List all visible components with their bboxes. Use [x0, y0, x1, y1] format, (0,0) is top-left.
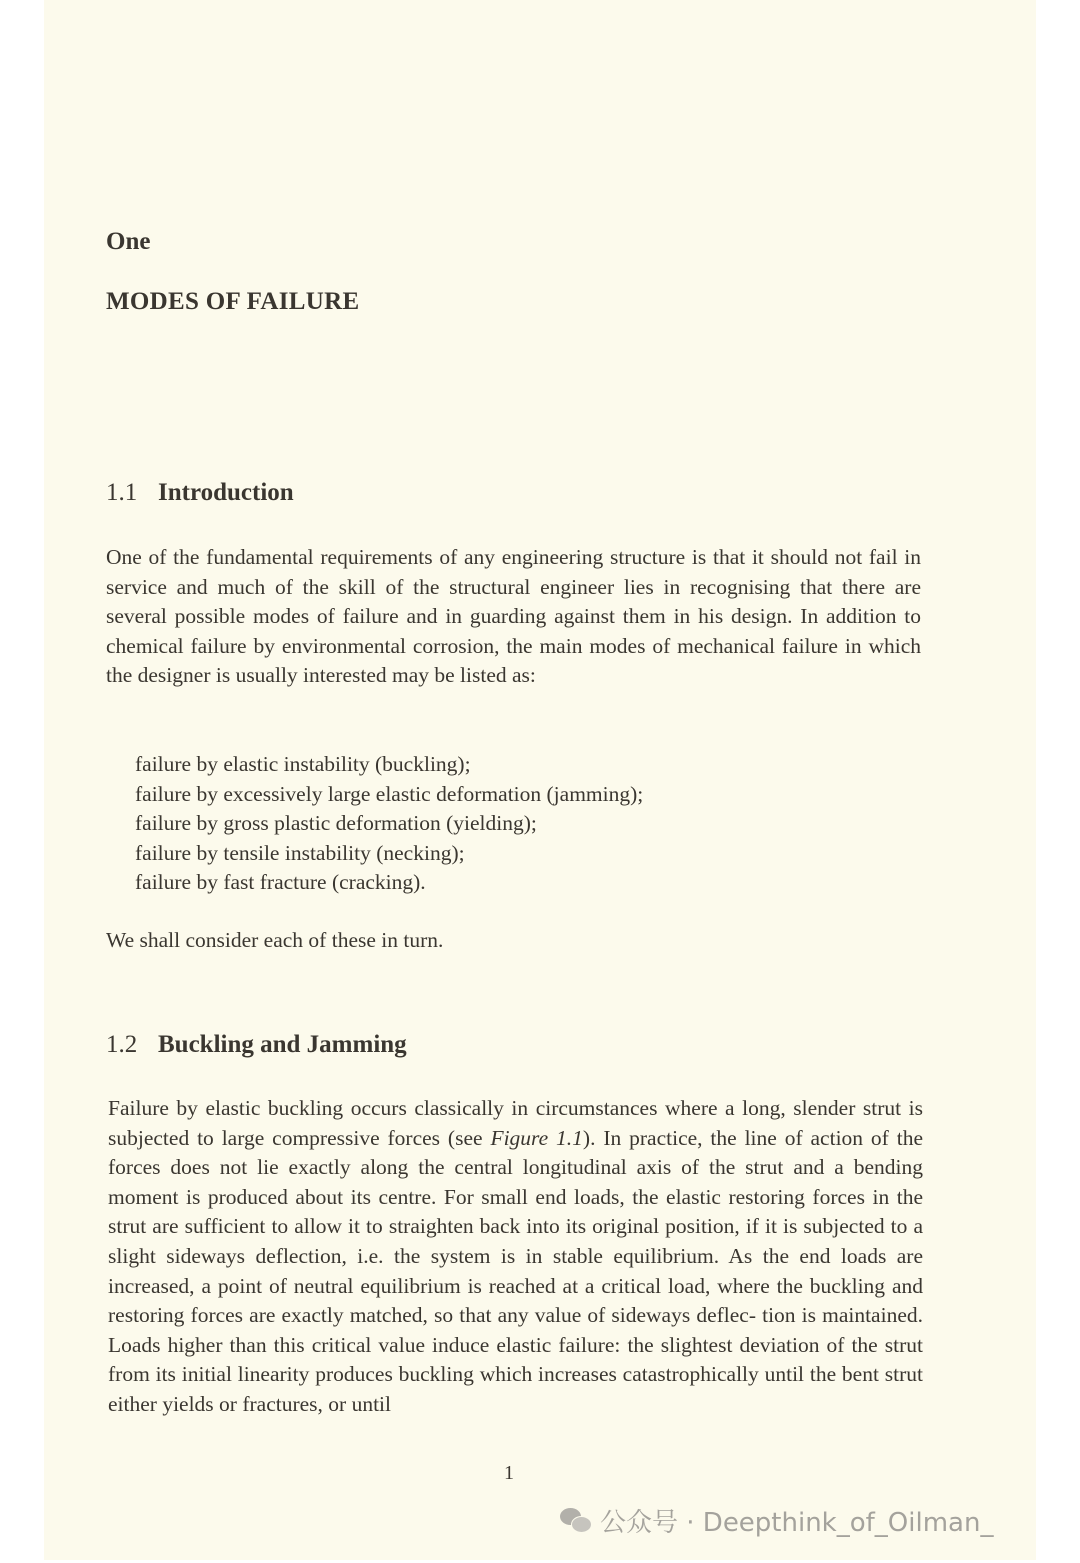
list-item: failure by fast fracture (cracking). [135, 870, 426, 895]
section-heading-introduction [106, 479, 294, 507]
wechat-icon [560, 1508, 592, 1534]
paragraph-text: Failure by elastic buckling occurs classically in circumstances where a long, slender strut is subjected to large compressive forces (see [108, 1096, 923, 1150]
list-item: failure by excessively large elastic deformation (jamming); [135, 781, 644, 806]
chapter-title: MODES OF FAILURE [106, 288, 360, 315]
section-heading-buckling [106, 1031, 407, 1059]
section-title: Buckling and Jamming [158, 1031, 407, 1058]
chapter-number: One [106, 228, 151, 255]
paragraph-text: ). In practice, the line of action of the forces does not lie exactly along the central longitudinal axis of the strut and a bending moment is produced about its centre. For small end loads, the elastic restoring forces in the strut are sufficient to allow it to straighten back into its original position, if it is subjected to a slight sideways deflection, i.e. the system is in stable equilibrium. As the end loads are increased, a point of neutral equilibrium is reached at a critical load, where the buckling and restoring forces are exactly matched, so that any value of sideways deflec- tion is maintained. Loads higher than this critical value induce elastic failure: the slightest deviation of the strut from its initial linearity produces buckling which increases catastrophically until the bent strut either yields or fractures, or until [108, 1125, 923, 1416]
figure-reference: Figure 1.1 [490, 1125, 583, 1150]
watermark-text: 公众号 · Deepthink_of_Oilman_ [600, 1508, 994, 1538]
section-number: 1.2 [106, 1031, 138, 1058]
list-item: failure by elastic instability (buckling); [135, 752, 471, 776]
list-item: failure by tensile instability (necking); [135, 840, 465, 865]
page-number: 1 [504, 1462, 514, 1484]
list-item: failure by gross plastic deformation (yielding); [135, 811, 537, 836]
buckling-paragraph [108, 1094, 923, 1420]
watermark [560, 1502, 993, 1539]
failure-modes-list [135, 750, 643, 898]
section-title: Introduction [158, 479, 294, 506]
closing-sentence: We shall consider each of these in turn. [106, 928, 444, 952]
introduction-paragraph: One of the fundamental requirements of any engineering structure is that it should not fail in service and much of the skill of the structural engineer lies in recognising that there are several possible modes of failure and in guarding against them in his design. In addition to chemical failure by environmental corrosion, the main modes of mechanical failure in which the designer is usually interested may be listed as: [106, 545, 921, 688]
section-number: 1.1 [106, 479, 138, 506]
